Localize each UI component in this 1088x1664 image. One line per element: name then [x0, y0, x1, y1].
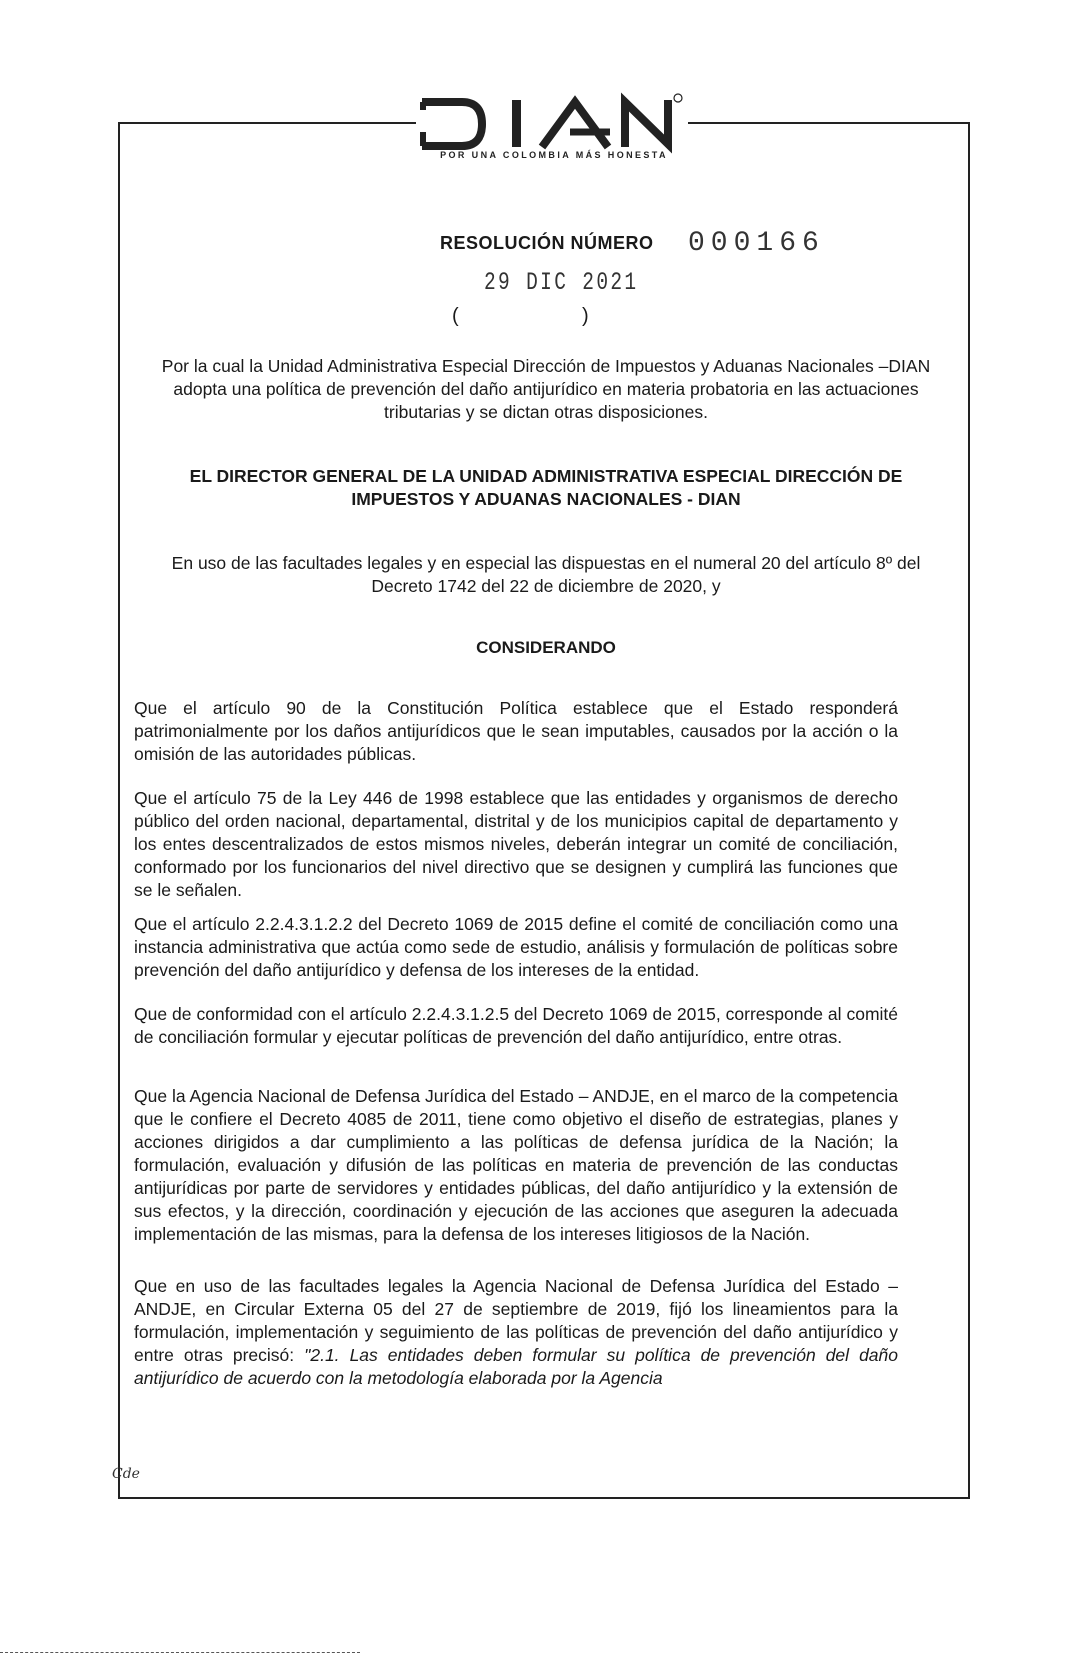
paren-open: ( — [452, 305, 459, 327]
initials-mark: Cde — [112, 1466, 140, 1482]
paragraph-2: Que el artículo 75 de la Ley 446 de 1998 establece que las entidades y organismos de derecho público del orden nacional, departamental, distrital y de los municipios capital de departamento y los entes descentralizados de estos mismos niveles, deberán integrar un comité de conciliación, conformado por los funcionarios del nivel directivo que se designen y cumplirá las funciones que se le señalen. — [134, 788, 898, 900]
paragraph-4: Que de conformidad con el artículo 2.2.4.3.1.2.5 del Decreto 1069 de 2015, corresponde al comité de conciliación formular y ejecutar políticas de prevención del daño antijurídico, entre otras. — [134, 1004, 898, 1047]
faculties-text: En uso de las facultades legales y en especial las dispuestas en el numeral 20 del artículo 8º del Decreto 1742 del 22 de diciembre de 2020, y — [171, 553, 921, 596]
subject-text: Por la cual la Unidad Administrativa Especial Dirección de Impuestos y Aduanas Nacionales –DIAN adopta una política de prevención del daño antijurídico en materia probatoria en las actuaciones tributarias y se dictan otras disposiciones. — [161, 356, 931, 422]
date-stamp: 29 DIC 2021 — [484, 268, 639, 297]
paren-close: ) — [582, 305, 589, 327]
resolution-label: RESOLUCIÓN NÚMERO — [440, 233, 654, 253]
paragraph-1: Que el artículo 90 de la Constitución Política establece que el Estado responderá patrimonialmente por los daños antijurídicos que le sean imputables, causados por la acción o la omisión de las autoridades públicas. — [134, 698, 898, 764]
paragraph-6 — [134, 1275, 898, 1390]
director-heading: EL DIRECTOR GENERAL DE LA UNIDAD ADMINISTRATIVA ESPECIAL DIRECCIÓN DE IMPUESTOS Y ADUANAS NACIONALES - DIAN — [189, 466, 903, 509]
border-top-right — [688, 122, 968, 124]
paragraph-6-quote: "2.1. Las entidades deben formular su política de prevención del daño antijurídico de acuerdo con la metodología elaborada por la Agencia — [134, 1345, 898, 1388]
border-top-left — [118, 122, 416, 124]
paragraph-3: Que el artículo 2.2.4.3.1.2.2 del Decreto 1069 de 2015 define el comité de conciliación como una instancia administrativa que actúa como sede de estudio, análisis y formulación de políticas sobre prevención del daño antijurídico y defensa de los intereses de la entidad. — [134, 914, 898, 980]
logo-tagline: POR UNA COLOMBIA MÁS HONESTA — [440, 150, 668, 160]
scan-artifact-line — [0, 1652, 360, 1653]
paragraph-6-lead: Que en uso de las facultades legales la Agencia Nacional de Defensa Jurídica del Estado – ANDJE, en Circular Externa 05 del 27 de septiembre de 2019, fijó los lineamientos para la formulación, implementación y seguimiento de las políticas de prevención del daño antijurídico y entre otras precisó: — [134, 1276, 898, 1365]
resolution-number: 000166 — [688, 228, 825, 259]
paragraph-5: Que la Agencia Nacional de Defensa Jurídica del Estado – ANDJE, en el marco de la competencia que le confiere el Decreto 4085 de 2011, tiene como objetivo el diseño de estrategias, planes y acciones dirigidos a dar cumplimiento a las políticas de defensa jurídica de la Nación; la formulación, evaluación y difusión de las políticas en materia de prevención de las conductas antijurídicas por parte de servidores y entidades públicas, del daño antijurídico y la extensión de sus efectos, y la dirección, coordinación y ejecución de las acciones que aseguren la adecuada implementación de las mismas, para la defensa de los intereses litigiosos de la Nación. — [134, 1086, 898, 1244]
considerando-heading: CONSIDERANDO — [476, 638, 616, 657]
